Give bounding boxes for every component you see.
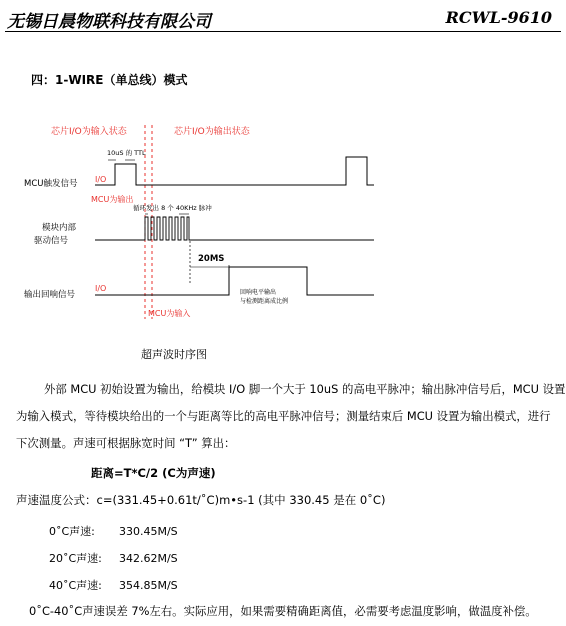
paragraph-line-2: 为输入模式，等待模块给出的一个与距离等比的高电平脉冲信号；测量结束后 MCU 设置为输出模式，进行 — [16, 409, 551, 423]
echo-label: 输出回响信号 — [24, 290, 76, 300]
speed-row — [49, 550, 178, 566]
timing-diagram — [0, 115, 566, 343]
diagram-caption: 超声波时序图 — [141, 348, 207, 361]
delay-text: 20MS — [198, 254, 225, 264]
echo-note-line1: 回响电平输出 — [240, 289, 277, 296]
mcu-trigger-label: MCU触发信号 — [24, 179, 78, 189]
burst-note: 循环发出 8 个 40KHz 脉冲 — [133, 204, 212, 212]
section-title: 四：1-WIRE（单总线）模式 — [31, 73, 188, 87]
speed-value: 342.62M/S — [119, 552, 178, 565]
temperature-formula: 声速温度公式：c=(331.45+0.61t/˚C)m•s-1 (其中 330.45 是在 0˚C) — [16, 493, 386, 507]
ttl-note: 10uS 的 TTL — [107, 149, 146, 157]
paragraph-line-1: 外部 MCU 初始设置为输出，给模块 I/O 脚一个大于 10uS 的高电平脉冲；输出脉冲信号后，MCU 设置 — [44, 382, 566, 396]
speed-row — [49, 523, 178, 539]
io-label-1: I/O — [95, 175, 107, 184]
speed-row — [49, 577, 178, 593]
mcu-input-text: MCU为输入 — [148, 309, 191, 318]
echo-note-line2: 与检测距离成比例 — [240, 298, 289, 305]
speed-value: 330.45M/S — [119, 525, 178, 538]
company-name: 无锡日晨物联科技有限公司 — [7, 12, 211, 32]
drive-label-line2: 驱动信号 — [34, 236, 69, 246]
distance-formula: 距离=T*C/2 (C为声速) — [91, 466, 216, 480]
io-label-2: I/O — [95, 284, 107, 293]
speed-value: 354.85M/S — [119, 579, 178, 592]
state-input-text: 芯片I/O为输入状态 — [51, 127, 127, 137]
mcu-output-text: MCU为输出 — [91, 195, 134, 204]
model-number: RCWL-9610 — [445, 8, 552, 27]
state-output-text: 芯片I/O为输出状态 — [174, 127, 250, 137]
drive-waveform — [95, 217, 374, 240]
speed-temp: 0˚C声速: — [49, 525, 95, 538]
trigger-waveform — [95, 157, 374, 185]
echo-waveform — [95, 267, 374, 295]
paragraph-line-3: 下次测量。声速可根据脉宽时间 “T” 算出： — [16, 436, 236, 450]
speed-temp: 20˚C声速: — [49, 552, 102, 565]
drive-label-line1: 模块内部 — [42, 223, 77, 233]
error-note: 0˚C-40˚C声速误差 7%左右。实际应用，如果需要精确距离值，必需要考虑温度影响，做温度补偿。 — [29, 604, 537, 618]
speed-temp: 40˚C声速: — [49, 579, 102, 592]
header-rule — [5, 31, 561, 32]
